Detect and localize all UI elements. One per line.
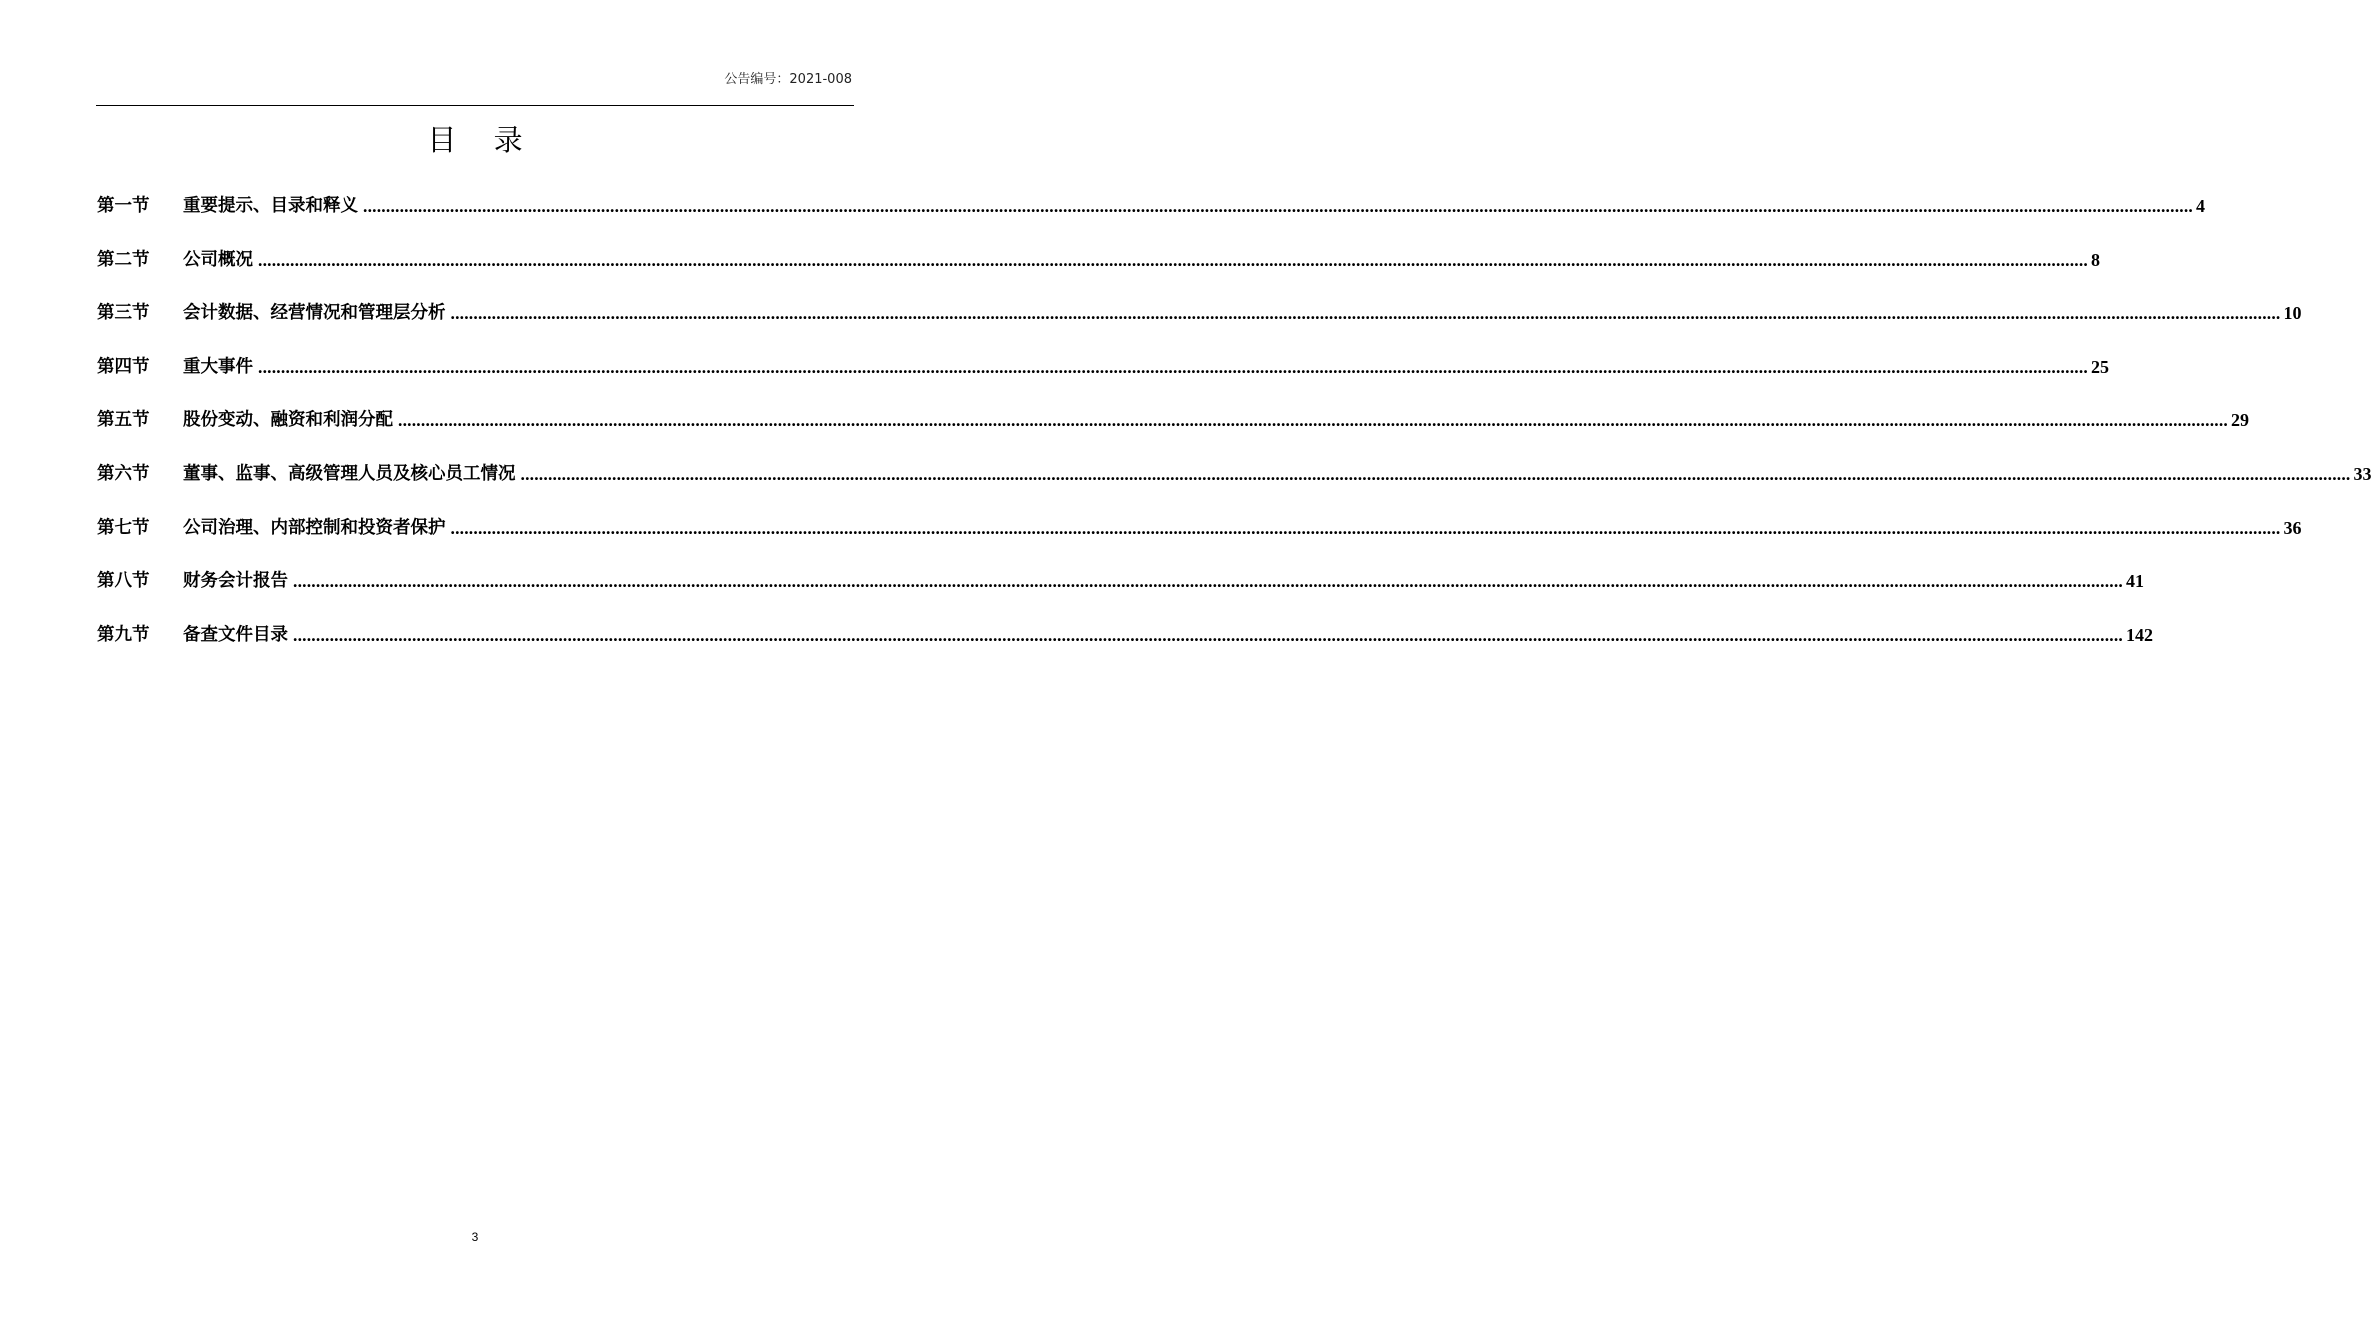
toc-section-number: 第一节	[97, 196, 150, 216]
toc-entry[interactable]	[97, 457, 2372, 511]
toc-page-number: 8	[2091, 249, 2100, 270]
toc-dot-leader: ................................................................................................................................................................................................................................................................................................................................................................................................................	[450, 303, 2281, 324]
toc-section-number: 第三节	[97, 303, 150, 324]
toc-page-number: 29	[2231, 410, 2249, 431]
toc-entry[interactable]	[97, 618, 2153, 672]
toc-section-number: 第九节	[97, 624, 150, 645]
toc-section-title: 公司概况	[183, 249, 253, 270]
toc-list	[97, 189, 2372, 671]
toc-dot-leader: ................................................................................................................................................................................................................................................................................................................................................................................................................	[293, 571, 2123, 592]
announcement-number: 公告编号：2021-008	[724, 72, 852, 87]
toc-section-title: 财务会计报告	[183, 571, 288, 592]
toc-section-title: 会计数据、经营情况和管理层分析	[183, 303, 446, 324]
toc-entry[interactable]	[97, 564, 2144, 618]
toc-section-number: 第七节	[97, 517, 150, 538]
header-divider	[96, 105, 854, 106]
toc-section-title: 公司治理、内部控制和投资者保护	[183, 517, 446, 538]
toc-entry[interactable]	[97, 296, 2302, 350]
toc-section-title: 重大事件	[183, 356, 253, 377]
toc-page-number: 36	[2283, 517, 2302, 538]
toc-page-number: 142	[2126, 624, 2153, 645]
toc-entry[interactable]	[97, 511, 2302, 565]
toc-page-number: 33	[2353, 463, 2372, 484]
page-number: 3	[471, 1230, 479, 1244]
toc-dot-leader: ................................................................................................................................................................................................................................................................................................................................................................................................................	[450, 517, 2281, 538]
toc-entry[interactable]	[97, 403, 2249, 457]
toc-entry[interactable]	[97, 189, 2205, 243]
toc-section-title: 董事、监事、高级管理人员及核心员工情况	[183, 463, 516, 484]
toc-dot-leader: ................................................................................................................................................................................................................................................................................................................................................................................................................	[258, 249, 2088, 270]
toc-section-number: 第八节	[97, 571, 150, 592]
toc-entry[interactable]	[97, 350, 2109, 404]
toc-dot-leader: ................................................................................................................................................................................................................................................................................................................................................................................................................	[520, 463, 2351, 484]
toc-section-number: 第六节	[97, 463, 150, 484]
toc-section-number: 第二节	[97, 249, 150, 270]
toc-section-title: 重要提示、目录和释义	[183, 196, 358, 216]
toc-page-number: 4	[2196, 196, 2205, 216]
toc-section-title: 股份变动、融资和利润分配	[183, 410, 393, 431]
toc-page-number: 41	[2126, 571, 2144, 592]
toc-dot-leader: ................................................................................................................................................................................................................................................................................................................................................................................................................	[398, 410, 2228, 431]
toc-section-number: 第五节	[97, 410, 150, 431]
toc-section-number: 第四节	[97, 356, 150, 377]
toc-page-number: 25	[2091, 356, 2109, 377]
toc-section-title: 备查文件目录	[183, 624, 288, 645]
toc-dot-leader: ................................................................................................................................................................................................................................................................................................................................................................................................................	[363, 196, 2193, 216]
toc-entry[interactable]	[97, 243, 2100, 297]
toc-dot-leader: ................................................................................................................................................................................................................................................................................................................................................................................................................	[258, 356, 2088, 377]
toc-dot-leader: ................................................................................................................................................................................................................................................................................................................................................................................................................	[293, 624, 2123, 645]
toc-page-number: 10	[2283, 303, 2302, 324]
toc-title: 目 录	[427, 123, 537, 157]
